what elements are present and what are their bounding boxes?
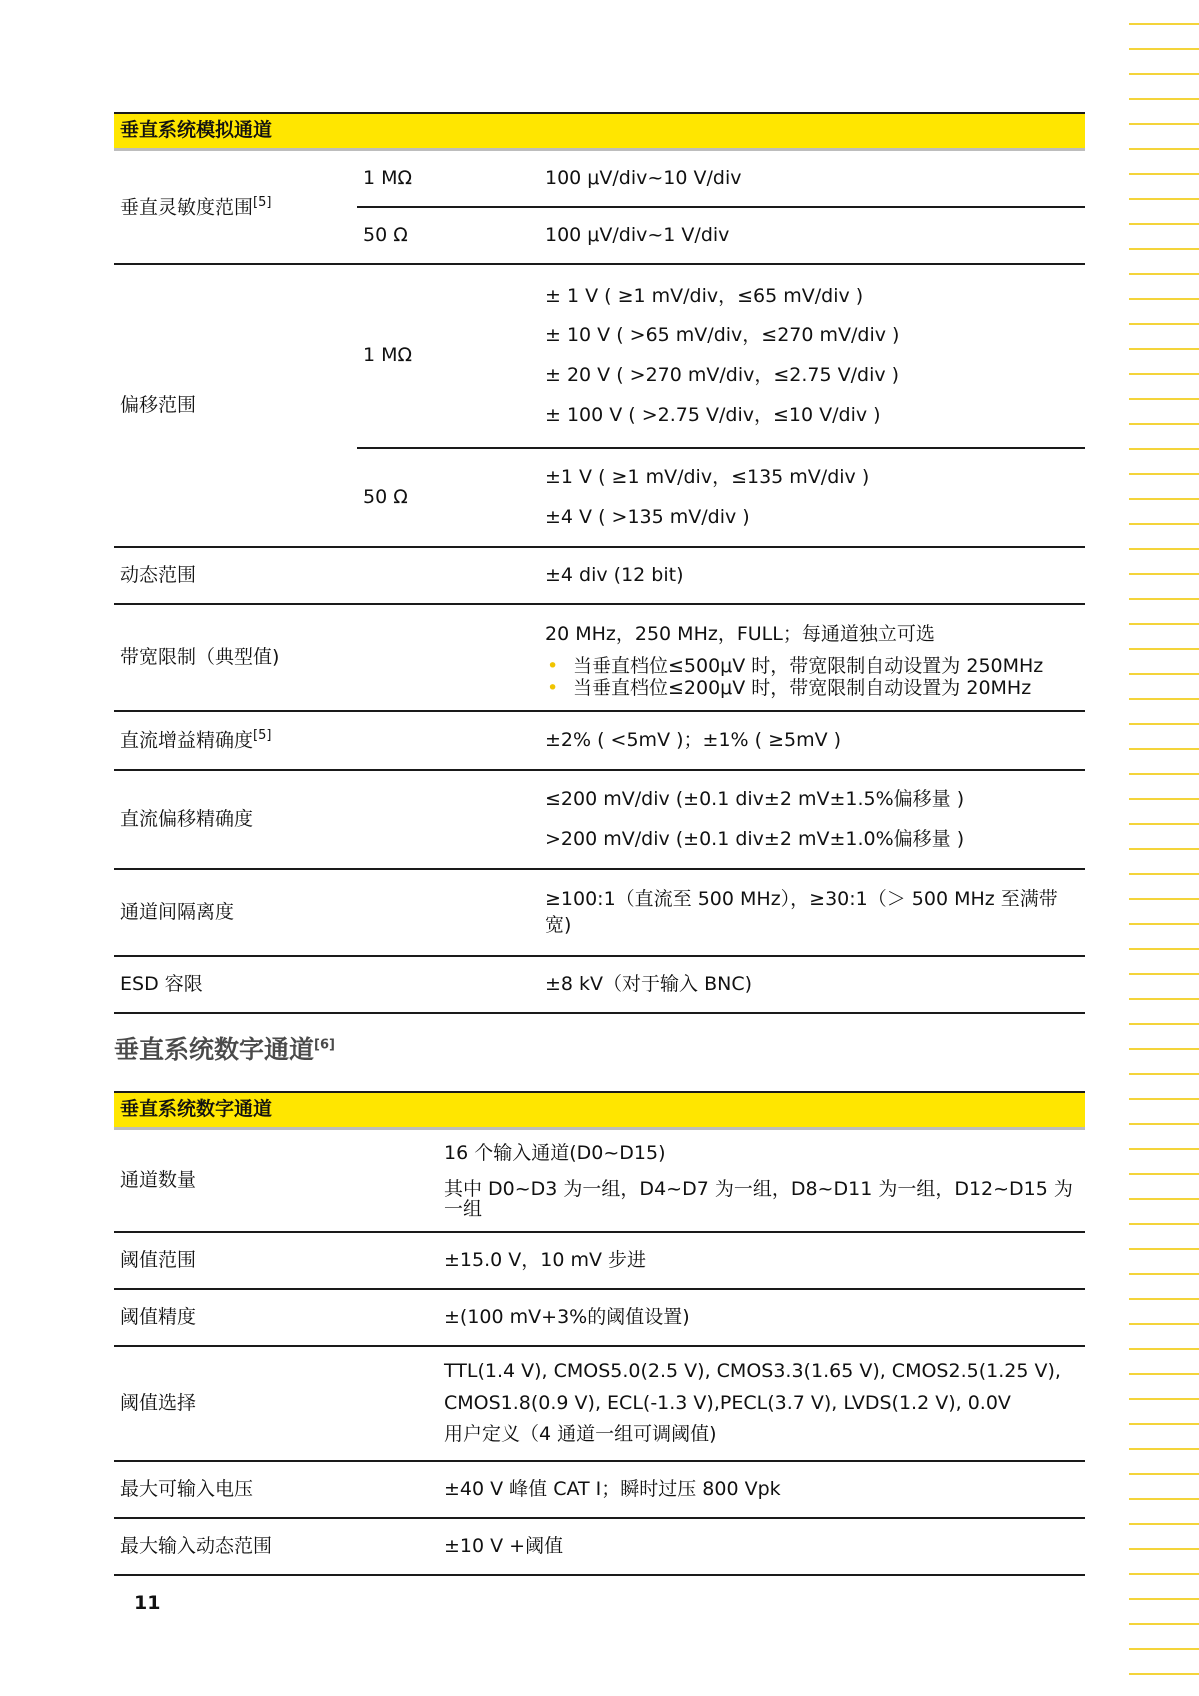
decorative-stripes: [1129, 0, 1199, 1696]
offset-label: 偏移范围: [114, 264, 357, 547]
threshold-select-line: TTL(1.4 V), CMOS5.0(2.5 V), CMOS3.3(1.65 V), CMOS2.5(1.25 V),: [444, 1360, 1061, 1383]
bandwidth-limit-main: 20 MHz，250 MHz，FULL；每通道独立可选: [545, 622, 935, 645]
threshold-select-line: CMOS1.8(0.9 V), ECL(-1.3 V),PECL(3.7 V), LVDS(1.2 V), 0.0V: [444, 1391, 1011, 1414]
sensitivity-label: 垂直灵敏度范围[5]: [114, 150, 357, 265]
max-dynamic-range-label: 最大输入动态范围: [114, 1518, 438, 1575]
offset-1m-values: [539, 264, 1085, 448]
offset-1m-line: ± 1 V ( ≥1 mV/div，≤65 mV/div ): [545, 284, 864, 307]
sensitivity-1m-impedance: 1 MΩ: [357, 150, 539, 208]
dc-offset-label: 直流偏移精确度: [114, 770, 357, 869]
offset-50-line: ±1 V ( ≥1 mV/div，≤135 mV/div ): [545, 465, 870, 488]
digital-spec-table: [114, 1091, 1085, 1576]
dc-offset-line: ≤200 mV/div (±0.1 div±2 mV±1.5%偏移量 ): [545, 787, 965, 810]
sensitivity-1m-value: 100 μV/div~10 V/div: [539, 150, 1085, 208]
threshold-accuracy-value: ±(100 mV+3%的阈值设置): [438, 1289, 1085, 1346]
dc-gain-value: ±2% ( <5mV )；±1% ( ≥5mV ): [539, 711, 1085, 770]
channel-count-line: 16 个输入通道(D0~D15): [444, 1141, 666, 1164]
bandwidth-bullet: • 当垂直档位≤200μV 时，带宽限制自动设置为 20MHz: [545, 678, 1079, 700]
analog-table-header: 垂直系统模拟通道: [114, 113, 1085, 150]
bandwidth-limit-label: 带宽限制（典型值): [114, 604, 357, 711]
analog-spec-table: [114, 112, 1085, 1014]
channel-count-values: [438, 1129, 1085, 1233]
dynamic-range-value: ±4 div (12 bit): [539, 547, 1085, 604]
offset-50-values: [539, 448, 1085, 547]
dc-gain-label: 直流增益精确度[5]: [114, 711, 357, 770]
offset-50-impedance: 50 Ω: [357, 448, 539, 547]
channel-count-line: 其中 D0~D3 为一组，D4~D7 为一组，D8~D11 为一组，D12~D15 为一组: [444, 1178, 1073, 1221]
offset-50-line: ±4 V ( >135 mV/div ): [545, 505, 750, 528]
dynamic-range-label: 动态范围: [114, 547, 357, 604]
channel-count-label: 通道数量: [114, 1129, 438, 1233]
max-input-voltage-label: 最大可输入电压: [114, 1461, 438, 1518]
sensitivity-50-value: 100 μV/div~1 V/div: [539, 207, 1085, 264]
isolation-value: ≥100:1（直流至 500 MHz），≥30:1（＞ 500 MHz 至满带宽): [539, 869, 1085, 956]
threshold-select-label: 阈值选择: [114, 1346, 438, 1461]
threshold-accuracy-label: 阈值精度: [114, 1289, 438, 1346]
threshold-select-values: [438, 1346, 1085, 1461]
digital-section-title: 垂直系统数字通道[6]: [114, 1035, 335, 1064]
esd-value: ±8 kV（对于输入 BNC): [539, 956, 1085, 1013]
offset-1m-line: ± 20 V ( >270 mV/div，≤2.75 V/div ): [545, 364, 900, 386]
threshold-range-value: ±15.0 V，10 mV 步进: [438, 1232, 1085, 1289]
bandwidth-limit-value: [539, 604, 1085, 711]
page-number: 11: [134, 1592, 161, 1614]
bandwidth-bullet: • 当垂直档位≤500μV 时，带宽限制自动设置为 250MHz: [545, 656, 1079, 678]
max-input-voltage-value: ±40 V 峰值 CAT I；瞬时过压 800 Vpk: [438, 1461, 1085, 1518]
threshold-range-label: 阈值范围: [114, 1232, 438, 1289]
offset-1m-line: ± 10 V ( >65 mV/div，≤270 mV/div ): [545, 324, 900, 347]
dc-offset-values: [539, 770, 1085, 869]
dc-offset-line: >200 mV/div (±0.1 div±2 mV±1.0%偏移量 ): [545, 827, 965, 850]
offset-1m-line: ± 100 V ( >2.75 V/div，≤10 V/div ): [545, 403, 881, 426]
sensitivity-50-impedance: 50 Ω: [357, 207, 539, 264]
offset-1m-impedance: 1 MΩ: [357, 264, 539, 448]
isolation-label: 通道间隔离度: [114, 869, 357, 956]
esd-label: ESD 容限: [114, 956, 357, 1013]
threshold-select-line: 用户定义（4 通道一组可调阈值): [444, 1423, 717, 1446]
digital-table-header: 垂直系统数字通道: [114, 1092, 1085, 1129]
max-dynamic-range-value: ±10 V +阈值: [438, 1518, 1085, 1575]
